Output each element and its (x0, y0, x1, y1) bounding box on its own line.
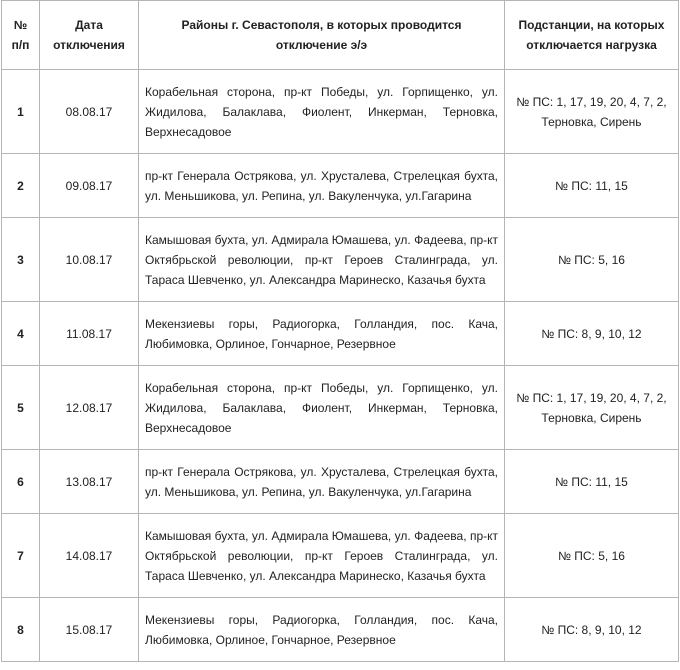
header-substations: Подстанции, на которых отключается нагрузка (505, 1, 679, 70)
table-row (2, 514, 679, 598)
row-date: 13.08.17 (40, 450, 139, 514)
row-num: 6 (2, 450, 40, 514)
row-substations: № ПС: 11, 15 (505, 450, 679, 514)
row-substations: № ПС: 1, 17, 19, 20, 4, 7, 2, Терновка, Сирень (505, 70, 679, 154)
table-row (2, 218, 679, 302)
row-date: 12.08.17 (40, 366, 139, 450)
outage-schedule-table (1, 0, 679, 662)
row-substations: № ПС: 5, 16 (505, 218, 679, 302)
row-num: 3 (2, 218, 40, 302)
row-date: 14.08.17 (40, 514, 139, 598)
row-areas: Корабельная сторона, пр-кт Победы, ул. Горпищенко, ул. Жидилова, Балаклава, Фиолент, Инкерман, Терновка, Верхнесадовое (139, 366, 505, 450)
row-date: 15.08.17 (40, 598, 139, 662)
row-num: 4 (2, 302, 40, 366)
row-areas: Камышовая бухта, ул. Адмирала Юмашева, ул. Фадеева, пр-кт Октябрьской революции, пр-кт Героев Сталинграда, ул. Тараса Шевченко, ул. Александра Маринеско, Казачья бухта (139, 218, 505, 302)
header-num: № п/п (2, 1, 40, 70)
row-date: 08.08.17 (40, 70, 139, 154)
table-header-row (2, 1, 679, 70)
row-num: 2 (2, 154, 40, 218)
row-areas: Корабельная сторона, пр-кт Победы, ул. Горпищенко, ул. Жидилова, Балаклава, Фиолент, Инкерман, Терновка, Верхнесадовое (139, 70, 505, 154)
table-row (2, 366, 679, 450)
row-substations: № ПС: 5, 16 (505, 514, 679, 598)
row-date: 11.08.17 (40, 302, 139, 366)
table-row (2, 302, 679, 366)
row-areas: пр-кт Генерала Острякова, ул. Хрусталева, Стрелецкая бухта, ул. Меньшикова, ул. Репина, ул. Вакуленчука, ул.Гагарина (139, 450, 505, 514)
row-num: 5 (2, 366, 40, 450)
row-areas: Камышовая бухта, ул. Адмирала Юмашева, ул. Фадеева, пр-кт Октябрьской революции, пр-кт Героев Сталинграда, ул. Тараса Шевченко, ул. Александра Маринеско, Казачья бухта (139, 514, 505, 598)
row-num: 7 (2, 514, 40, 598)
row-substations: № ПС: 11, 15 (505, 154, 679, 218)
table-row (2, 598, 679, 662)
row-num: 1 (2, 70, 40, 154)
row-areas: пр-кт Генерала Острякова, ул. Хрусталева, Стрелецкая бухта, ул. Меньшикова, ул. Репина, ул. Вакуленчука, ул.Гагарина (139, 154, 505, 218)
row-date: 10.08.17 (40, 218, 139, 302)
row-areas: Мекензиевы горы, Радиогорка, Голландия, пос. Кача, Любимовка, Орлиное, Гончарное, Резервное (139, 302, 505, 366)
row-num: 8 (2, 598, 40, 662)
row-substations: № ПС: 8, 9, 10, 12 (505, 302, 679, 366)
row-areas: Мекензиевы горы, Радиогорка, Голландия, пос. Кача, Любимовка, Орлиное, Гончарное, Резервное (139, 598, 505, 662)
row-substations: № ПС: 1, 17, 19, 20, 4, 7, 2, Терновка, Сирень (505, 366, 679, 450)
row-date: 09.08.17 (40, 154, 139, 218)
table-row (2, 70, 679, 154)
row-substations: № ПС: 8, 9, 10, 12 (505, 598, 679, 662)
table-row (2, 154, 679, 218)
table-row (2, 450, 679, 514)
header-date: Дата отключения (40, 1, 139, 70)
header-areas: Районы г. Севастополя, в которых проводится отключение э/э (139, 1, 505, 70)
